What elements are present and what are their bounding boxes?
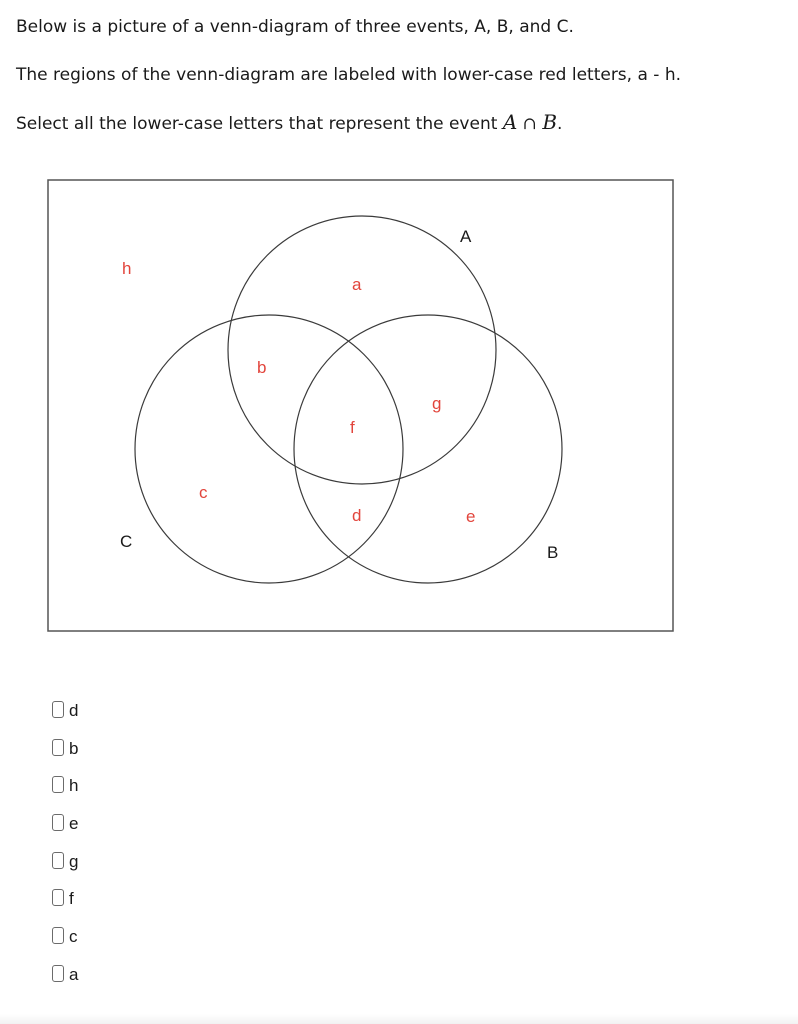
prompt-line-1: Below is a picture of a venn-diagram of three events, A, B, and C. — [16, 17, 574, 37]
circle-label-a: A — [460, 227, 472, 246]
option-f-checkbox[interactable] — [52, 889, 64, 906]
option-a[interactable] — [52, 965, 78, 1003]
option-h[interactable] — [52, 776, 78, 814]
option-f-label: f — [69, 889, 74, 909]
region-label-g: g — [432, 394, 442, 413]
circle-label-b: B — [547, 543, 559, 562]
option-d-checkbox[interactable] — [52, 701, 64, 718]
option-h-label: h — [69, 776, 79, 796]
bottom-divider — [0, 1014, 798, 1024]
option-c[interactable] — [52, 927, 78, 965]
option-b-label: b — [69, 738, 79, 758]
option-c-label: c — [69, 927, 78, 947]
region-label-e: e — [466, 507, 476, 526]
option-g-label: g — [69, 851, 79, 871]
prompt-line-3-text: Select all the lower-case letters that represent the event — [16, 114, 503, 134]
region-label-h: h — [122, 259, 132, 278]
answer-options — [52, 701, 78, 1003]
prompt-line-2: The regions of the venn-diagram are labeled with lower-case red letters, a - h. — [16, 65, 682, 85]
math-var-a: A — [502, 110, 518, 134]
option-b-checkbox[interactable] — [52, 739, 64, 756]
option-d[interactable] — [52, 701, 78, 739]
option-e-label: e — [69, 814, 79, 834]
option-e-checkbox[interactable] — [52, 814, 64, 831]
region-label-b: b — [257, 358, 267, 377]
option-h-checkbox[interactable] — [52, 776, 64, 793]
region-label-a: a — [352, 275, 362, 294]
option-a-label: a — [69, 964, 79, 984]
region-label-f: f — [350, 418, 355, 437]
math-var-b: B — [542, 110, 558, 134]
option-g[interactable] — [52, 852, 78, 890]
option-b[interactable] — [52, 739, 78, 777]
option-g-checkbox[interactable] — [52, 852, 64, 869]
region-label-d: d — [352, 506, 362, 525]
option-e[interactable] — [52, 814, 78, 852]
math-intersection-symbol: ∩ — [517, 114, 543, 134]
option-a-checkbox[interactable] — [52, 965, 64, 982]
prompt-line-3-end: . — [557, 114, 563, 134]
region-label-c: c — [199, 483, 208, 502]
circle-label-c: C — [120, 532, 133, 551]
option-d-label: d — [69, 701, 79, 720]
option-f[interactable] — [52, 889, 78, 927]
option-c-checkbox[interactable] — [52, 927, 64, 944]
